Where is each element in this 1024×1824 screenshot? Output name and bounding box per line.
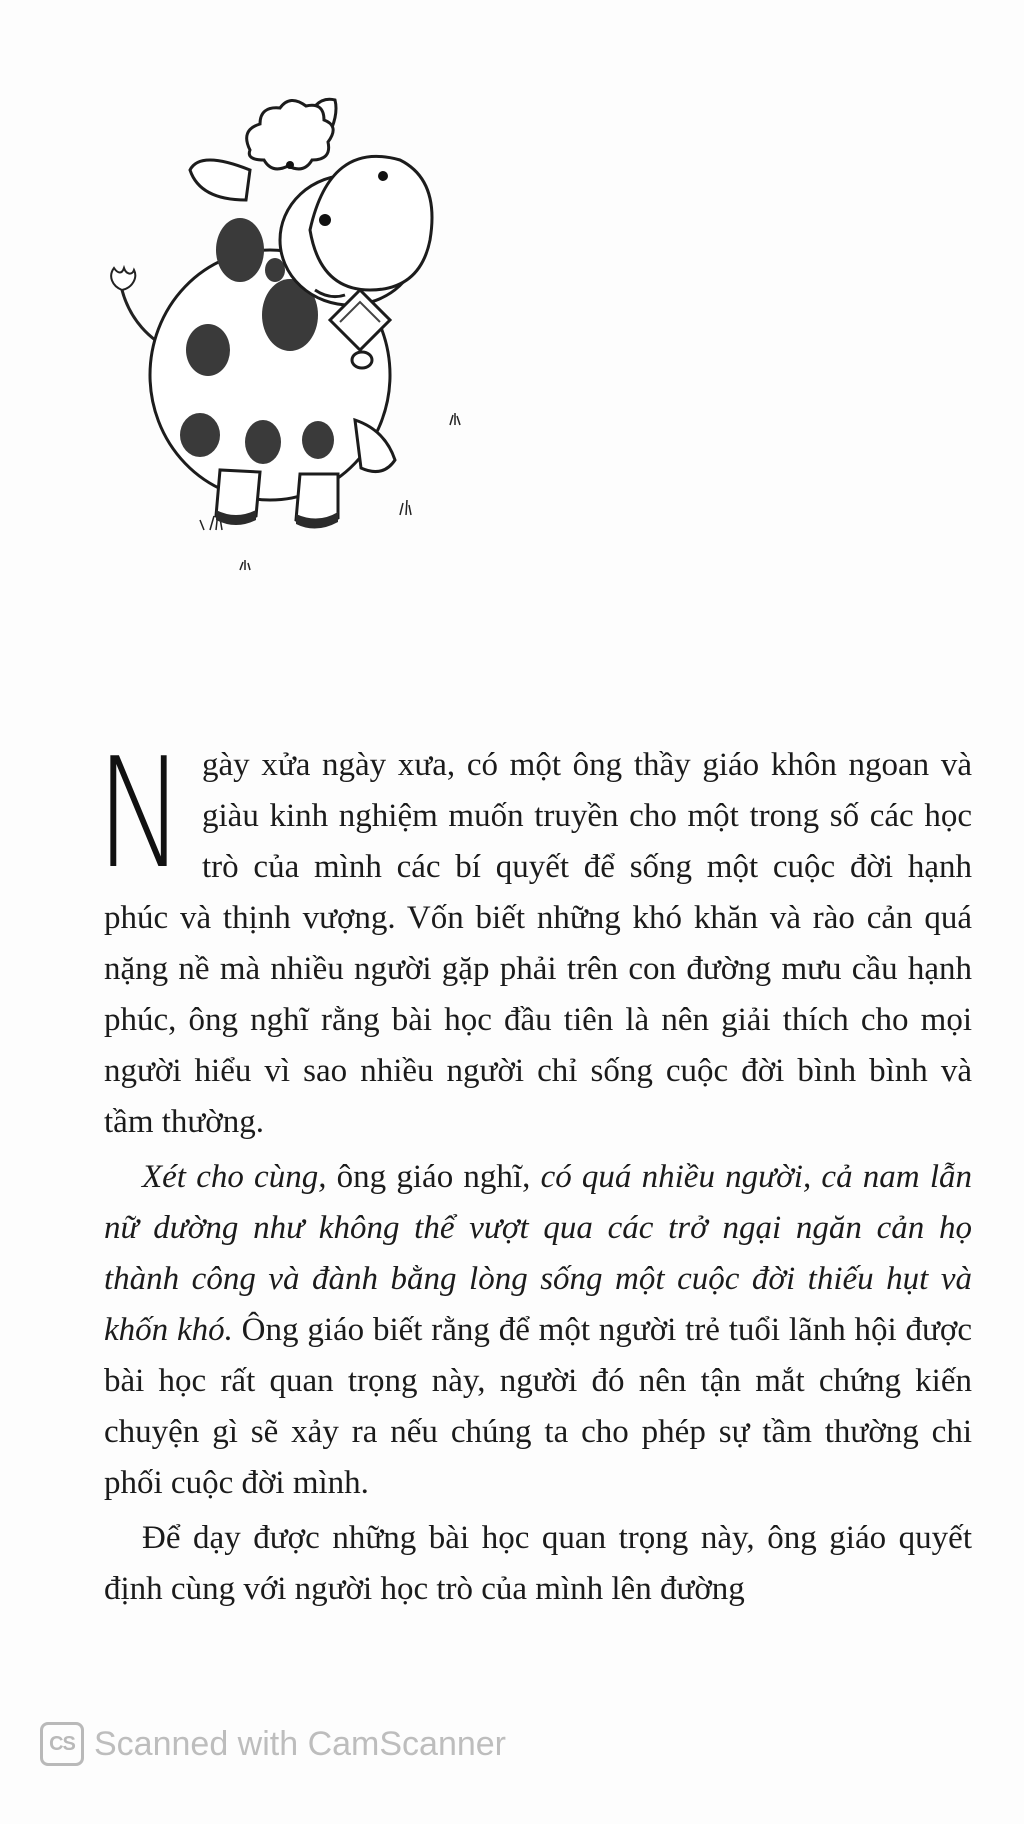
paragraph-1-text: gày xửa ngày xưa, có một ông thầy giáo khôn ngoan và giàu kinh nghiệm muốn truyền cho một trong số các học trò của mình các bí quyết để sống một cuộc đời hạnh phúc và thịnh vượng. Vốn biết những khó khăn và rào cản quá nặng nề mà nhiều người gặp phải trên con đường mưu cầu hạnh phúc, ông nghĩ rằng bài học đầu tiên là nên giải thích cho mọi người hiểu vì sao nhiều người chỉ sống cuộc đời bình bình và tầm thường. <box>104 747 972 1140</box>
cow-illustration <box>100 90 480 590</box>
drop-cap: N <box>96 725 185 902</box>
paragraph-2-italic-a: Xét cho cùng, <box>142 1159 327 1195</box>
camscanner-logo-icon: CS <box>40 1722 84 1766</box>
paragraph-2-regular-b: Ông giáo biết rằng để một người trẻ tuổi lãnh hội được bài học rất quan trọng này, người đó nên tận mắt chứng kiến chuyện gì sẽ xảy ra nếu chúng ta cho phép sự tầm thường chi phối cuộc đời mình. <box>104 1312 972 1501</box>
story-text <box>96 725 972 1615</box>
paragraph-3 <box>104 1513 972 1615</box>
paragraph-2-italic-b: có quá nhiều người, cả nam lẫn nữ dường như không thể vượt qua các trở ngại ngăn cản họ thành công và đành bằng lòng sống một cuộc đời thiếu hụt và khốn khó. <box>104 1159 972 1348</box>
paragraph-3-text: Để dạy được những bài học quan trọng này, ông giáo quyết định cùng với người học trò của mình lên đường <box>104 1520 972 1607</box>
paragraph-1 <box>96 725 972 1148</box>
paragraph-2-regular-a: ông giáo nghĩ, <box>326 1159 541 1195</box>
watermark-text: Scanned with CamScanner <box>94 1724 507 1763</box>
paragraph-2 <box>104 1152 972 1509</box>
scanner-watermark <box>40 1720 506 1768</box>
